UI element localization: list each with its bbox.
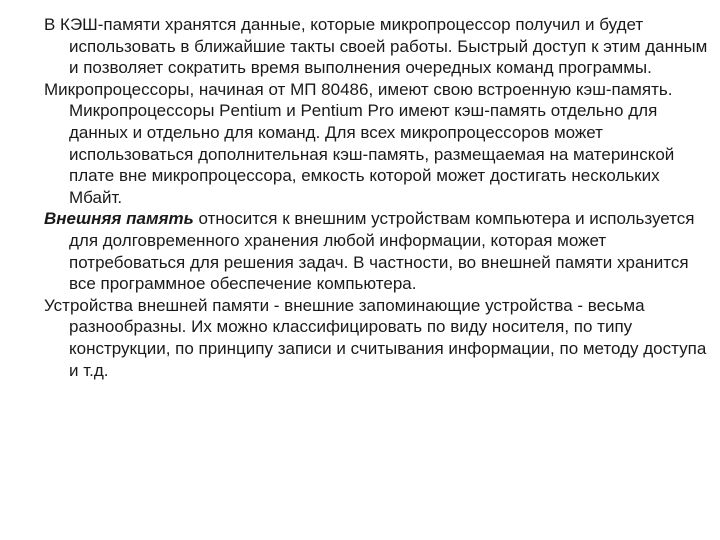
paragraph-external-memory — [44, 208, 712, 294]
text-body — [44, 14, 712, 381]
paragraph-cache-data-text: В КЭШ-памяти хранятся данные, которые микропроцессор получил и будет использовать в ближайшие такты своей работы. Быстрый доступ к этим данным и позволяет сократить время выполнения очередных команд программы. — [44, 15, 708, 78]
paragraph-external-memory-text: относится к внешним устройствам компьютера и используется для долговременного хранения любой информации, которая может потребоваться для решения задач. В частности, во внешней памяти хранится все программное обеспечение компьютера. — [69, 209, 695, 294]
paragraph-cache-data — [44, 14, 712, 79]
paragraph-microprocessor-cache — [44, 79, 712, 209]
external-memory-term: Внешняя память — [44, 209, 194, 229]
paragraph-storage-devices-text: Устройства внешней памяти - внешние запоминающие устройства - весьма разнообразны. Их можно классифицировать по виду носителя, по типу конструкции, по принципу записи и считывания информации, по методу доступа и т.д. — [44, 295, 707, 380]
paragraph-storage-devices — [44, 295, 712, 381]
paragraph-microprocessor-cache-text: Микропроцессоры, начиная от МП 80486, имеют свою встроенную кэш-память. Микропроцессоры Pentium и Pentium Pro имеют кэш-память отдельно для данных и отдельно для команд. Для всех микропроцессоров может использоваться дополнительная кэш-память, размещаемая на материнской плате вне микропроцессора, емкость которой может достигать нескольких Мбайт. — [44, 79, 675, 207]
